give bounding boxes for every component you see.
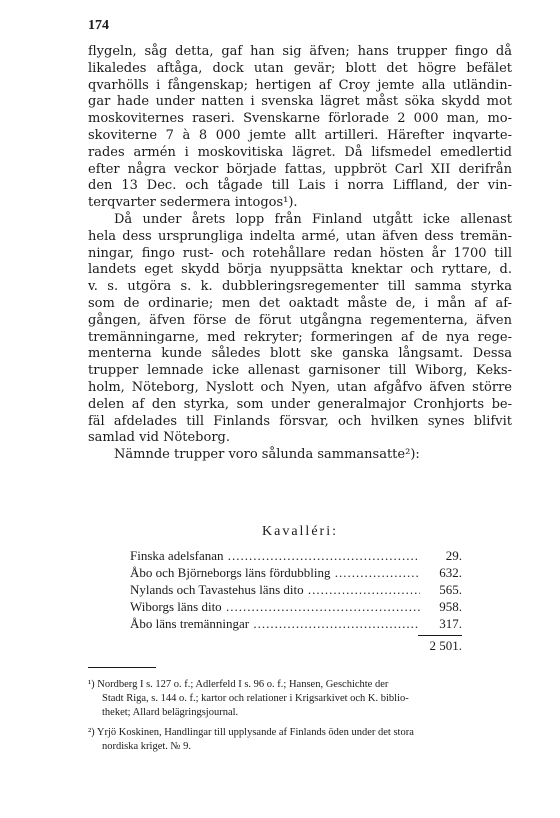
page-number: 174 <box>88 18 109 33</box>
text-line: som de ordinarie; men det oaktadt måste de, i mån af af- <box>88 295 512 311</box>
unit-count: 317. <box>439 616 462 631</box>
section-heading: Kavalléri: <box>262 524 338 539</box>
unit-count: 958. <box>439 599 462 614</box>
footnote-line: nordiska kriget. № 9. <box>102 741 192 752</box>
text-line: moskoviternes raseri. Svenskarne förlorade 2 000 man, mo- <box>88 111 512 127</box>
text-line: efter några veckor började fattas, uppbröt Carl XII derifrån <box>88 161 512 177</box>
footnotes <box>88 678 512 760</box>
text-line: qvarhölls i fångenskap; hertigen af Croy jemte alla utländin- <box>88 77 512 93</box>
text-line: tremänningarne, med rekryter; formeringen af de nya rege- <box>88 329 512 345</box>
sum-rule <box>418 635 462 636</box>
unit-count: 632. <box>439 565 462 580</box>
text-line: v. s. utgöra s. k. dubbleringsregementer till samma styrka <box>88 279 512 295</box>
footnote <box>88 726 512 754</box>
cavalry-total: 2 501. <box>429 638 462 653</box>
text-line: den 13 Dec. och tågade till Lais i norra Liffland, der vin- <box>88 178 512 194</box>
text-line: gången, äfven förse de förut utgångna regementerna, äfven <box>88 312 512 328</box>
footnote <box>88 678 512 720</box>
body-text <box>88 44 512 464</box>
unit-count: 29. <box>445 548 462 563</box>
cavalry-row <box>130 582 462 599</box>
text-line: hela dess ursprungliga indelta armé, utan äfven dess tremän- <box>88 228 512 244</box>
text-line: Då under årets lopp från Finland utgått icke allenast <box>114 211 512 227</box>
unit-name: Wiborgs läns dito ..... <box>130 599 420 615</box>
text-line: samlad vid Nöteborg. <box>88 430 231 446</box>
paragraph-3: Nämnde trupper voro sålunda sammansatte²): <box>114 447 420 463</box>
text-line: ningar, fingo rust- och rotehållare redan hösten år 1700 till <box>88 245 512 261</box>
cavalry-row <box>130 616 462 633</box>
footnote-line: ²) Yrjö Koskinen, Handlingar till upplysande af Finlands öden under det stora <box>88 727 414 738</box>
text-line: flygeln, såg detta, gaf han sig äfven; hans trupper fingo då <box>88 44 512 59</box>
cavalry-row <box>130 599 462 616</box>
footnote-line: ¹) Nordberg I s. 127 o. f.; Adlerfeld I s. 96 o. f.; Hansen, Geschichte der <box>88 679 389 690</box>
text-line: terqvarter sedermera intogos¹). <box>88 195 298 211</box>
text-line: landets eget skydd börja nyuppsätta knektar och ryttare, d. <box>88 262 512 278</box>
text-line: skoviterne 7 à 8 000 jemte allt artilleri. Härefter inqvarte- <box>88 127 512 143</box>
text-line: likaledes aftåga, dock utan gevär; blott det högre befälet <box>88 60 512 76</box>
paragraph-2 <box>88 212 512 447</box>
text-line: rades armén i moskovitiska lägret. Då lifsmedel emedlertid <box>88 144 512 160</box>
unit-name: Åbo läns tremänningar ..... <box>130 616 420 632</box>
cavalry-table <box>130 548 462 633</box>
unit-name: Åbo och Björneborgs läns fördubbling ..... <box>130 565 420 581</box>
unit-name: Nylands och Tavastehus läns dito ..... <box>130 582 420 598</box>
text-line: trupper lemnade icke allenast garnisoner till Wiborg, Keks- <box>88 363 512 379</box>
text-line: holm, Nöteborg, Nyslott och Nyen, utan afgåfvo äfven större <box>88 379 512 395</box>
text-line: fäl afdelades till Finlands försvar, och hvilken synes blifvit <box>88 413 512 429</box>
footnote-rule <box>88 667 156 668</box>
footnote-line: theket; Allard belägringsjournal. <box>102 707 239 718</box>
cavalry-row <box>130 548 462 565</box>
paragraph-1 <box>88 44 512 212</box>
cavalry-row <box>130 565 462 582</box>
text-line: delen af den styrka, som under generalmajor Cronhjorts be- <box>88 396 512 412</box>
text-line: gar hade under natten i svenska lägret måst söka skydd mot <box>88 94 512 110</box>
footnote-line: Stadt Riga, s. 144 o. f.; kartor och relationer i Krigsarkivet och K. biblio- <box>102 693 409 704</box>
unit-name: Finska adelsfanan ..... <box>130 548 420 564</box>
unit-count: 565. <box>439 582 462 597</box>
text-line: menterna kunde således blott ske ganska långsamt. Dessa <box>88 346 512 362</box>
